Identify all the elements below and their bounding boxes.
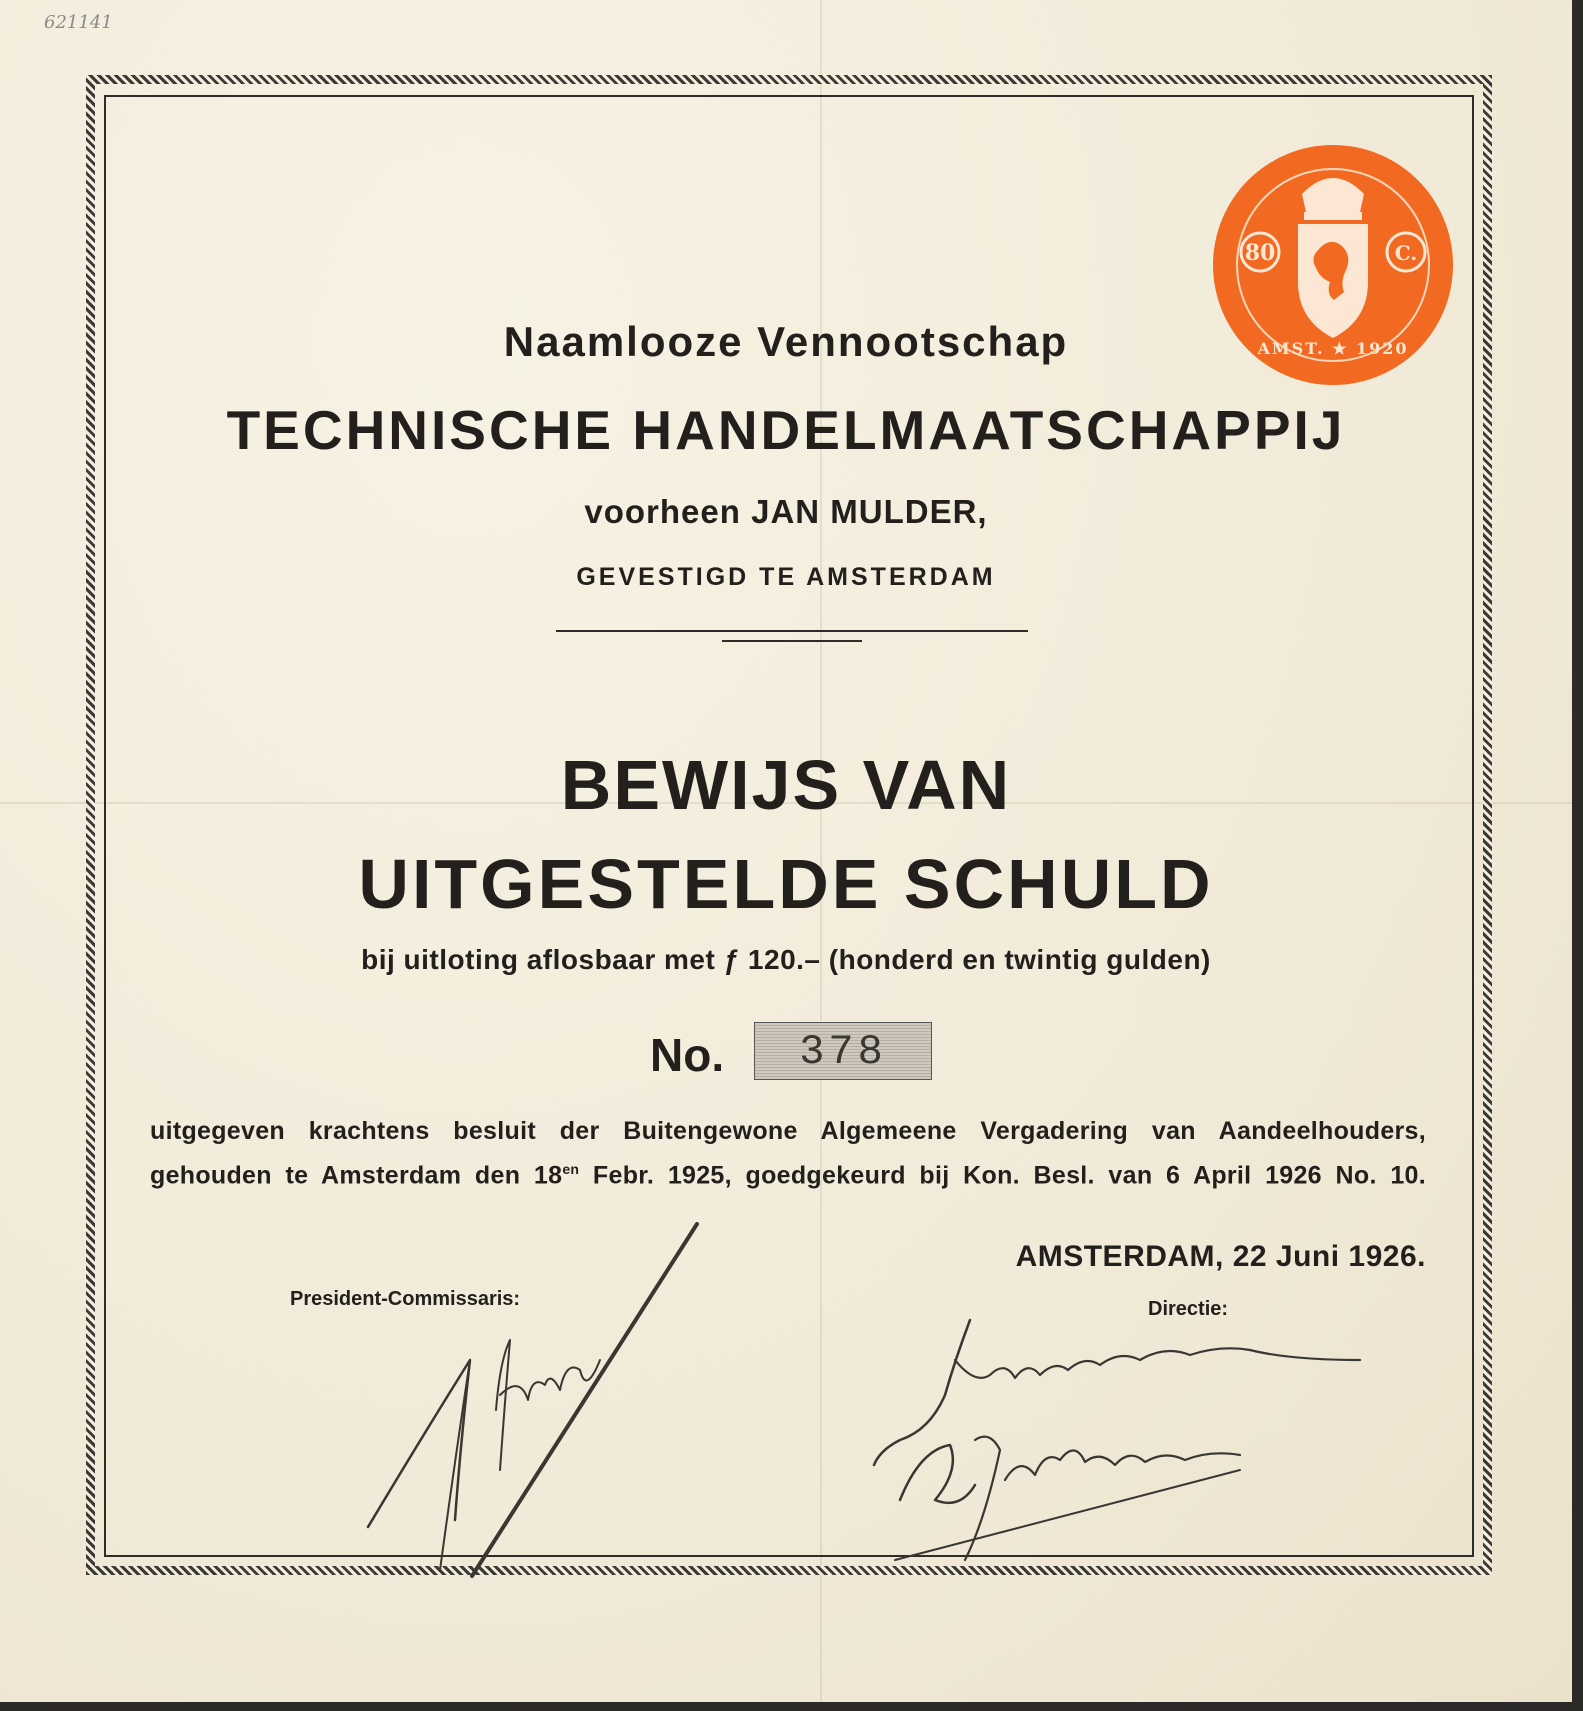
- divider-short: [722, 640, 862, 642]
- stamp-ring-text: AMST. ★ 1920: [1257, 339, 1409, 358]
- formerly-name: voorheen JAN MULDER,: [584, 493, 988, 530]
- divider-long: [556, 630, 1028, 632]
- certificate-number-label: No.: [650, 1029, 725, 1081]
- place-and-date: AMSTERDAM, 22 Juni 1926.: [1015, 1240, 1426, 1273]
- resolution-line2: [150, 1150, 1426, 1194]
- document-title-line2: UITGESTELDE SCHULD: [358, 845, 1214, 923]
- document-title-line1: BEWIJS VAN: [560, 746, 1012, 824]
- signature-label-directie: Directie:: [1148, 1298, 1229, 1320]
- resolution-text: [150, 1112, 1426, 1194]
- resolution-line1: uitgegeven krachtens besluit der Buitengewone Algemeene Vergadering van Aandeelhouders,: [150, 1117, 1426, 1145]
- stamp-value-right: C.: [1394, 241, 1418, 265]
- company-seat: GEVESTIGD TE AMSTERDAM: [576, 563, 996, 591]
- archive-number: 621141: [44, 12, 113, 33]
- company-name: TECHNISCHE HANDELMAATSCHAPPIJ: [226, 399, 1346, 461]
- resolution-line2-a: gehouden te Amsterdam den 18: [150, 1161, 563, 1190]
- certificate-number: 378: [799, 1028, 887, 1076]
- resolution-line2-sup: en: [562, 1161, 580, 1177]
- stamp-value-left: 80: [1244, 240, 1276, 266]
- signature-label-president: President-Commissaris:: [290, 1288, 521, 1310]
- certificate-number-box: [754, 1022, 932, 1080]
- resolution-line2-b: Febr. 1925, goedgekeurd bij Kon. Besl. van 6 April 1926 No. 10.: [579, 1161, 1426, 1190]
- legal-form: Naamlooze Vennootschap: [503, 318, 1069, 365]
- redemption-terms: bij uitloting aflosbaar met ƒ 120.– (honderd en twintig gulden): [361, 944, 1211, 975]
